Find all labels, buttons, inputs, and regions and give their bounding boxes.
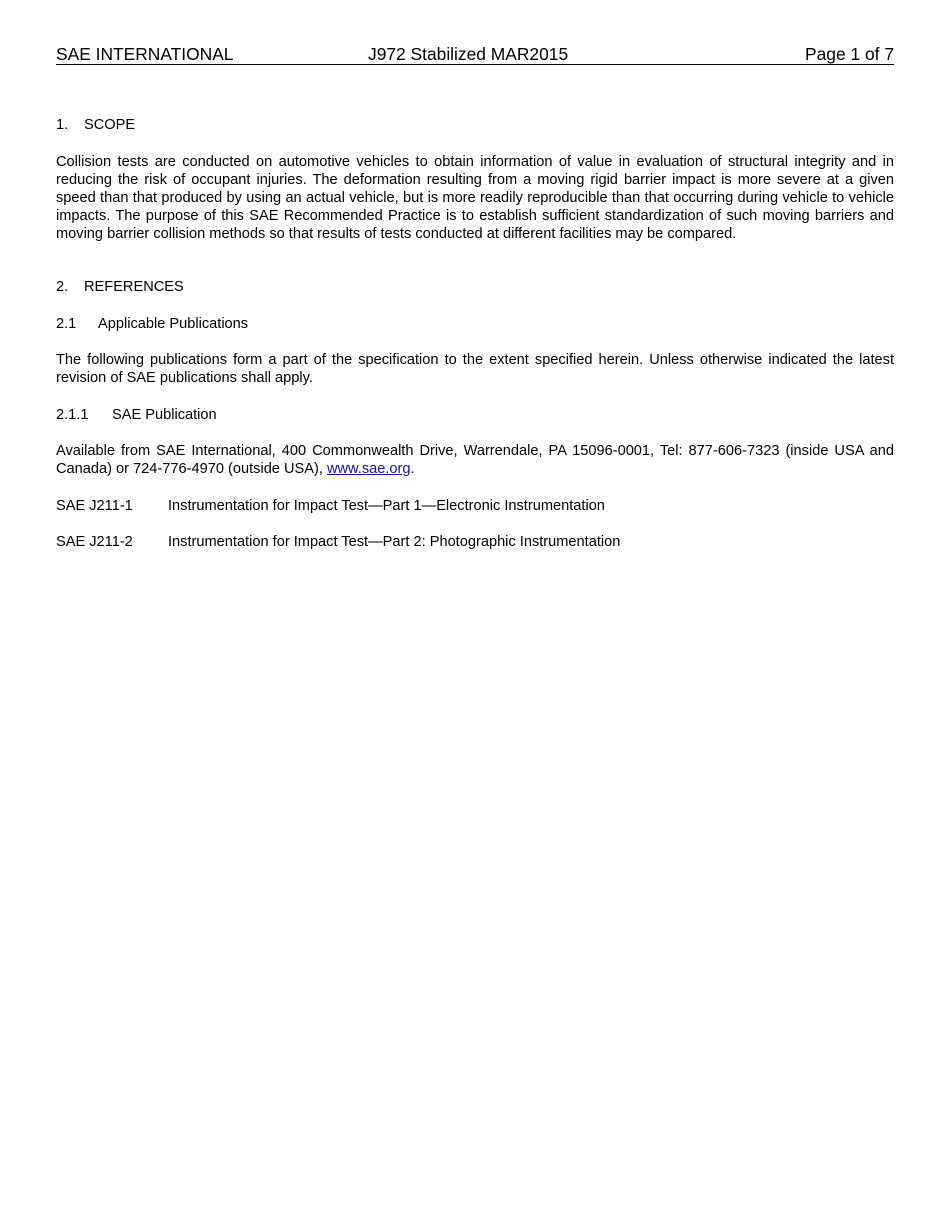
reference-item xyxy=(56,533,894,551)
page-header xyxy=(56,44,894,65)
header-doc-id: J972 Stabilized MAR2015 xyxy=(368,44,569,64)
applicable-paragraph: The following publications form a part of the specification to the extent specified herein. Unless otherwise indicated the latest revision of SAE publications shall apply. xyxy=(56,352,894,386)
reference-title: Instrumentation for Impact Test—Part 2: Photographic Instrumentation xyxy=(168,534,621,550)
section-number: 1. xyxy=(56,117,69,133)
availability-text-end: . xyxy=(410,461,415,477)
reference-title: Instrumentation for Impact Test—Part 1—Electronic Instrumentation xyxy=(168,498,605,514)
section-title: SCOPE xyxy=(84,117,136,133)
subsection-number: 2.1.1 xyxy=(56,407,89,423)
subsection-title: Applicable Publications xyxy=(98,316,249,332)
scope-paragraph: Collision tests are conducted on automotive vehicles to obtain information of value in evaluation of structural integrity and in reducing the risk of occupant injuries. The deformation resulting from a moving rigid barrier impact is more severe at a given speed than that produced by using an actual vehicle, but is more readily reproducible than that occurring during vehicle to vehicle impacts. The purpose of this SAE Recommended Practice is to establish sufficient standardization of such moving barriers and moving barrier collision methods so that results of tests conducted at different facilities may be compared. xyxy=(56,154,894,242)
sae-publication-paragraph xyxy=(56,442,894,478)
sae-website-link[interactable]: www.sae.org xyxy=(326,461,411,477)
reference-code: SAE J211-1 xyxy=(56,498,133,514)
section-scope-heading xyxy=(56,116,894,134)
availability-text: Available from SAE International, 400 Commonwealth Drive, Warrendale, PA 15096-0001, Tel: 877-606-7323 (inside USA and Canada) or 724-776-4970 (outside USA), xyxy=(56,443,894,477)
header-org: SAE INTERNATIONAL xyxy=(56,44,234,64)
section-title: REFERENCES xyxy=(84,279,184,295)
section-references-heading xyxy=(56,278,894,296)
section-number: 2. xyxy=(56,279,69,295)
subsection-number: 2.1 xyxy=(56,316,77,332)
subsection-sae-publication-heading xyxy=(56,406,894,424)
subsection-applicable-heading xyxy=(56,315,894,333)
reference-code: SAE J211-2 xyxy=(56,534,133,550)
reference-item xyxy=(56,497,894,515)
subsection-title: SAE Publication xyxy=(112,407,217,423)
header-page-number: Page 1 of 7 xyxy=(805,44,894,64)
